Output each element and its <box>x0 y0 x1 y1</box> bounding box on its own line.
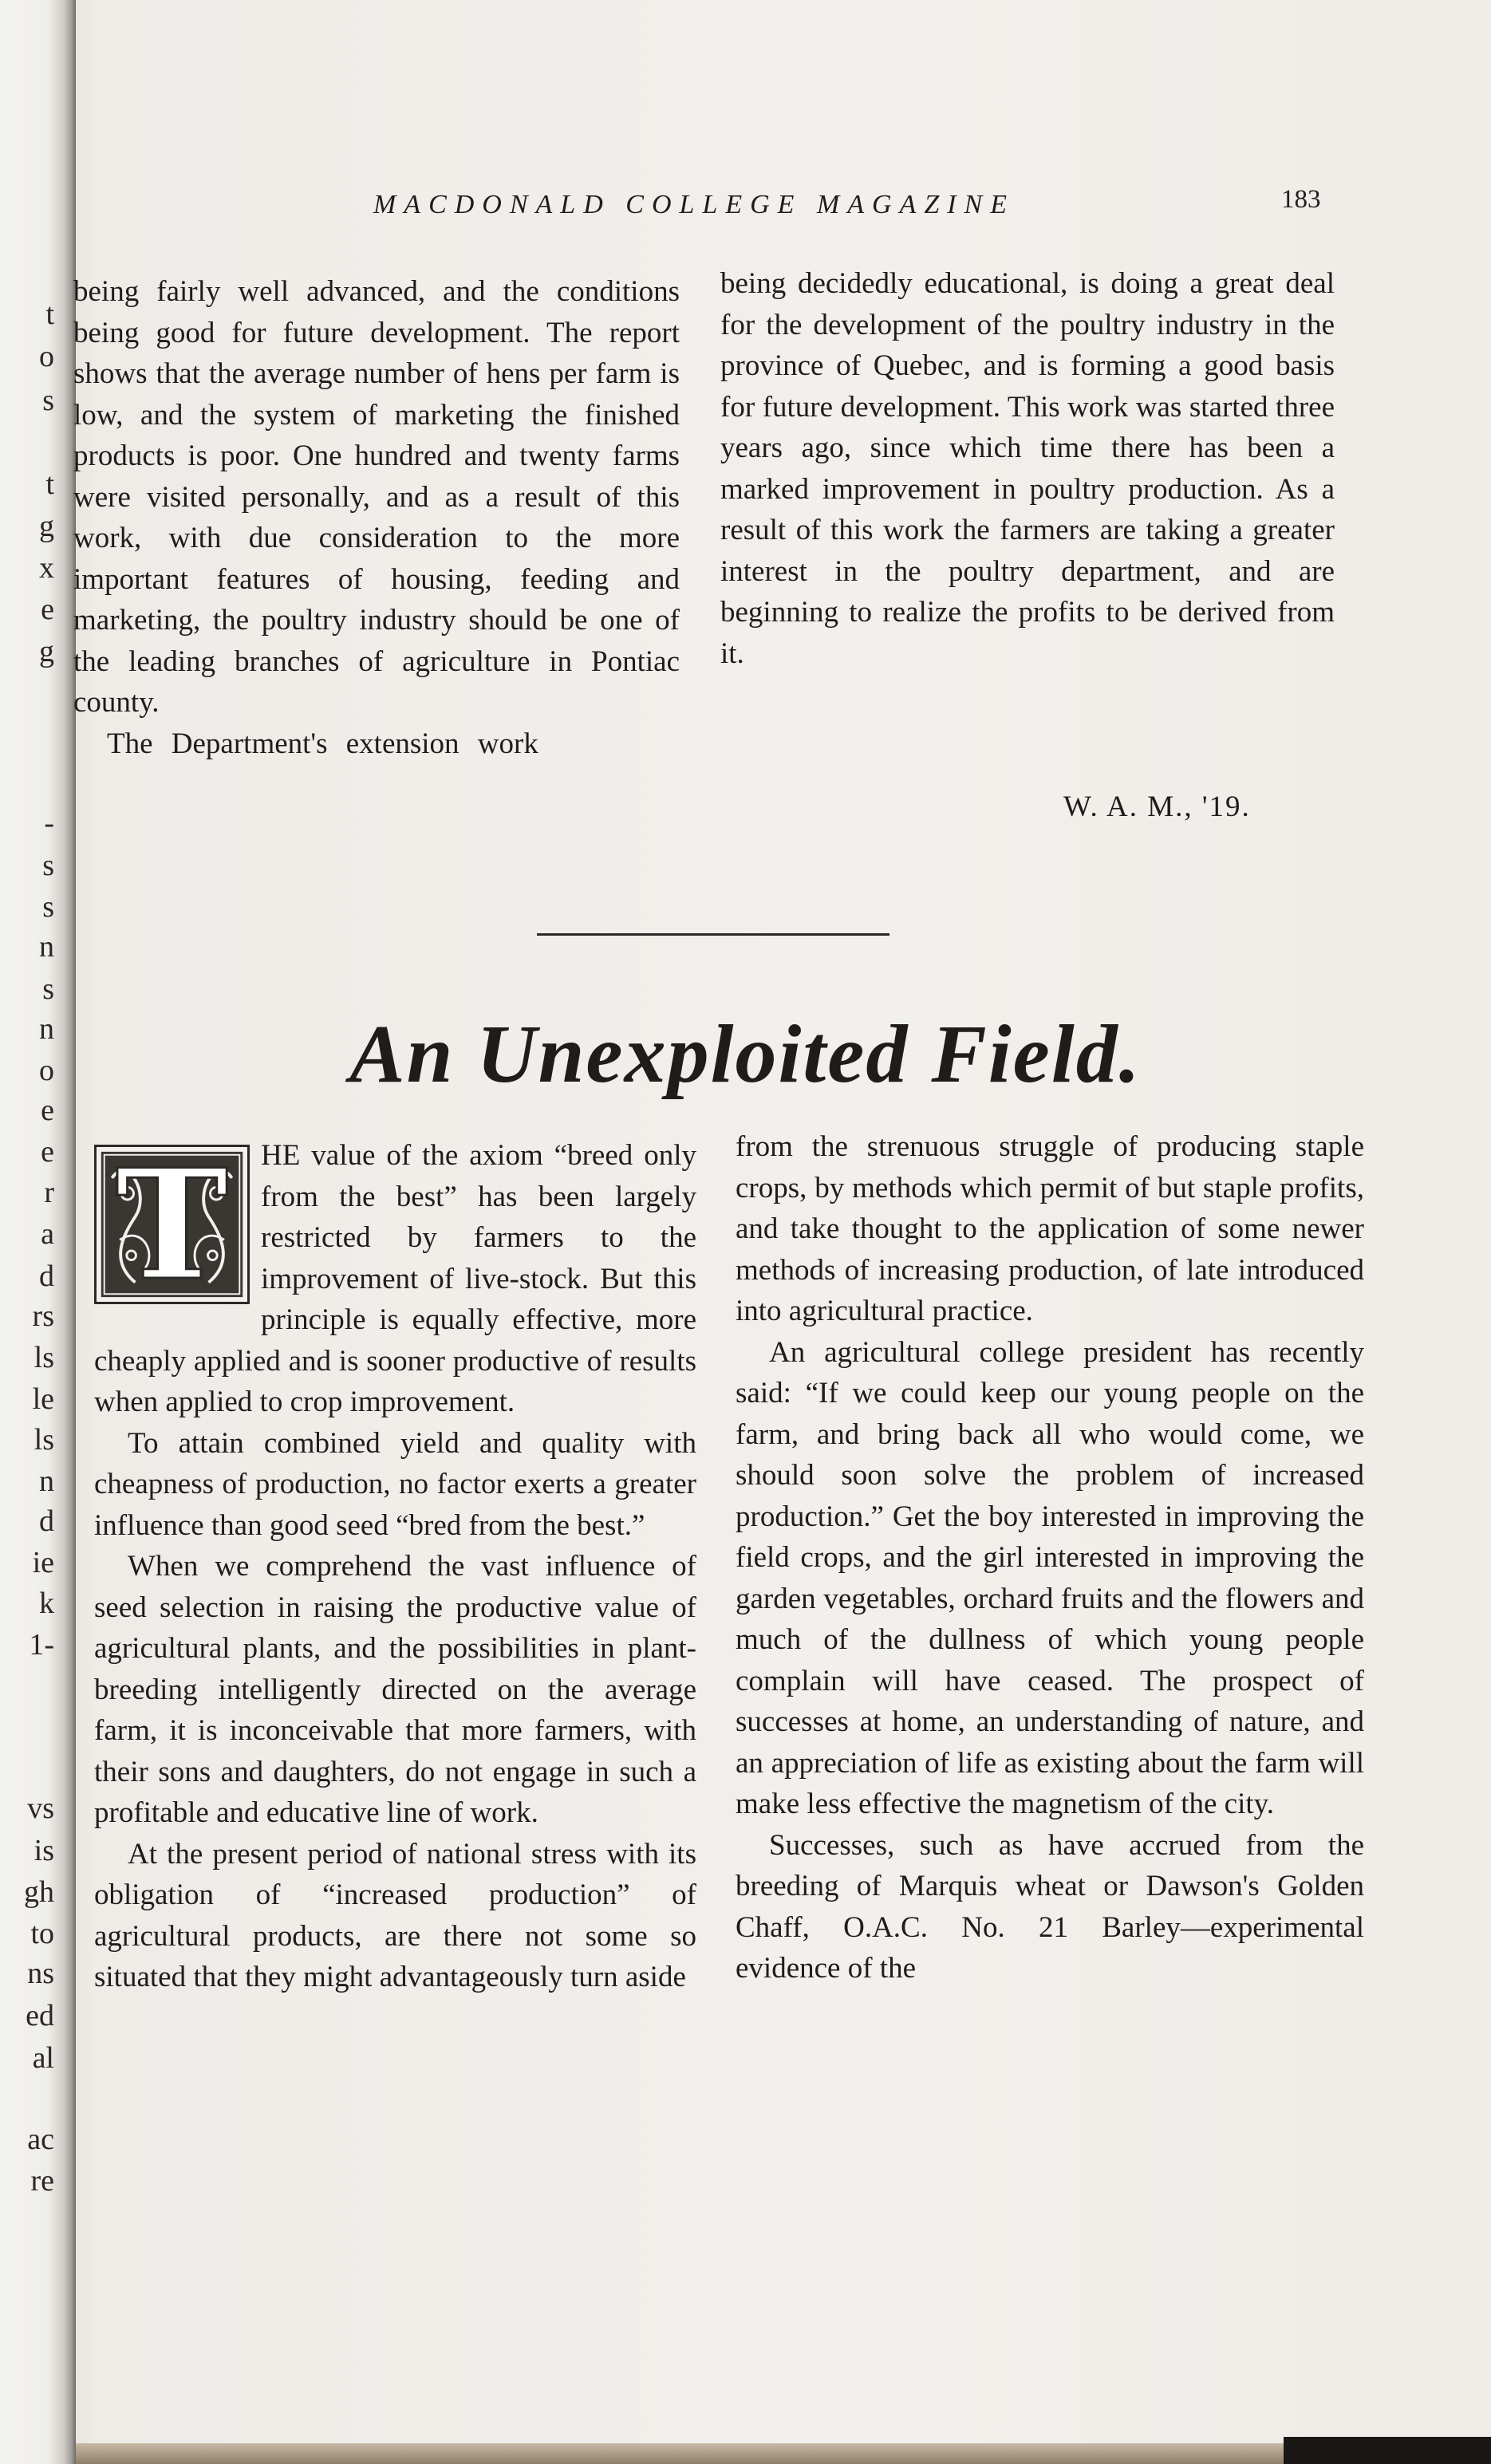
gutter-fragment: o <box>39 1054 54 1087</box>
gutter-fragment: ac <box>27 2123 54 2156</box>
article-left-column <box>94 1135 696 1998</box>
gutter-fragment: ls <box>34 1423 54 1457</box>
gutter-fragment: - <box>44 806 54 840</box>
page-number: 183 <box>1281 185 1321 214</box>
gutter-fragment: t <box>45 467 54 501</box>
gutter-fragment: o <box>39 340 54 373</box>
gutter-fragment: gh <box>24 1875 54 1909</box>
section-divider <box>537 933 889 936</box>
page-bottom-edge <box>76 2443 1491 2464</box>
gutter-fragment: s <box>42 890 54 924</box>
paragraph: The Department's extension work <box>107 727 538 760</box>
gutter-fragment: ie <box>32 1546 54 1579</box>
gutter-fragment: al <box>32 2041 54 2075</box>
gutter-fragment: e <box>41 593 54 626</box>
paragraph: When we comprehend the vast influence of seed selection in raising the productive value of agricultural plants, and the possibilities in plant-breeding intelligently directed on the average farm, it is inconceivable that more farmers, with their sons and daughters, do not engage in such a profitable and educative line of work. <box>94 1550 696 1829</box>
gutter-fragment: vs <box>27 1792 54 1825</box>
gutter-fragment: k <box>39 1587 54 1620</box>
gutter-fragment: t <box>45 298 54 331</box>
gutter-fragment: n <box>39 1465 54 1498</box>
drop-cap-letter: T <box>115 1136 229 1314</box>
gutter-fragment: r <box>44 1176 54 1209</box>
gutter-fragment: s <box>42 972 54 1006</box>
paragraph: HE value of the axiom “breed only from the best” has been largely restricted by farmers to the improvement of live-stock. But this principle is equally effective, more cheaply applied and is sooner productive of results when applied to crop improvement. <box>94 1139 696 1418</box>
gutter-fragment: re <box>30 2164 54 2198</box>
gutter-fragment: e <box>41 1135 54 1169</box>
paragraph: from the strenuous struggle of producing staple crops, by methods which permit of but staple profits, and take thought to the application of some newer methods of increasing production, of late introduced into agricultural practice. <box>736 1130 1364 1327</box>
article-title: An Unexploited Field. <box>349 1008 1142 1100</box>
gutter-fragment: g <box>39 635 54 668</box>
gutter-fragment: ed <box>26 1999 54 2032</box>
previous-article-right-column <box>720 263 1335 674</box>
ornamental-drop-cap <box>94 1136 250 1314</box>
gutter-fragment: to <box>30 1917 54 1950</box>
paragraph: being decidedly educational, is doing a great deal for the development of the poultry industry in the province of Quebec, and is forming a good basis for future development. This work was started three years ago, since which time there has been a marked improvement in poultry production. As a result of this work the farmers are taking a greater interest in the poultry department, and are beginning to realize the profits to be derived from it. <box>720 267 1335 670</box>
gutter-fragment: s <box>42 849 54 882</box>
gutter-fragment: a <box>41 1217 54 1251</box>
facing-page-fragments <box>0 0 64 2464</box>
author-signature: W. A. M., '19. <box>1063 790 1251 823</box>
paragraph: being fairly well advanced, and the conditions being good for future development. The report shows that the average number of hens per farm is low, and the system of marketing the finished products is poor. One hundred and twenty farms were visited personally, and as a result of this work, with due consideration to the more important features of housing, feeding and marketing, the poultry industry should be one of the leading branches of agriculture in Pontiac county. <box>73 275 680 719</box>
gutter-fragment: x <box>39 551 54 585</box>
running-head: MACDONALD COLLEGE MAGAZINE <box>373 190 1016 219</box>
gutter-fragment: d <box>39 1260 54 1293</box>
paragraph: An agricultural college president has recently said: “If we could keep our young people on the farm, and bring back all who would come, we should soon solve the problem of increased production.” Get the boy interested in improving the field crops, and the girl interested in improving the garden vegetables, orchard fruits and the flowers and much of the dullness of which young people complain will have ceased. The prospect of successes at home, an understanding of nature, and an appreciation of life as existing about the farm will make less effective the magnetism of the city. <box>736 1335 1364 1820</box>
gutter-fragment: 1- <box>29 1628 54 1662</box>
gutter-fragment: d <box>39 1504 54 1538</box>
gutter-fragment: n <box>39 930 54 964</box>
article-right-column <box>736 1126 1364 1989</box>
paragraph: At the present period of national stress with its obligation of “increased production” of agricultural products, are there not some so situated that they might advantageously turn aside <box>94 1837 696 1993</box>
paragraph: Successes, such as have accrued from the breeding of Marquis wheat or Dawson's Golden Chaff, O.A.C. No. 21 Barley—experimental evidence of the <box>736 1828 1364 1985</box>
paragraph: To attain combined yield and quality with cheapness of production, no factor exerts a greater influence than good seed “bred from the best.” <box>94 1426 696 1542</box>
gutter-fragment: g <box>39 510 54 543</box>
gutter-fragment: n <box>39 1012 54 1046</box>
gutter-fragment: ns <box>27 1957 54 1990</box>
scan-shadow <box>1284 2437 1491 2464</box>
previous-article-left-column <box>73 271 680 764</box>
gutter-fragment: s <box>42 384 54 417</box>
gutter-fragment: le <box>32 1382 54 1416</box>
gutter-fragment: is <box>34 1834 54 1867</box>
gutter-fragment: rs <box>32 1299 54 1333</box>
gutter-fragment: ls <box>34 1341 54 1374</box>
gutter-fragment: e <box>41 1094 54 1127</box>
